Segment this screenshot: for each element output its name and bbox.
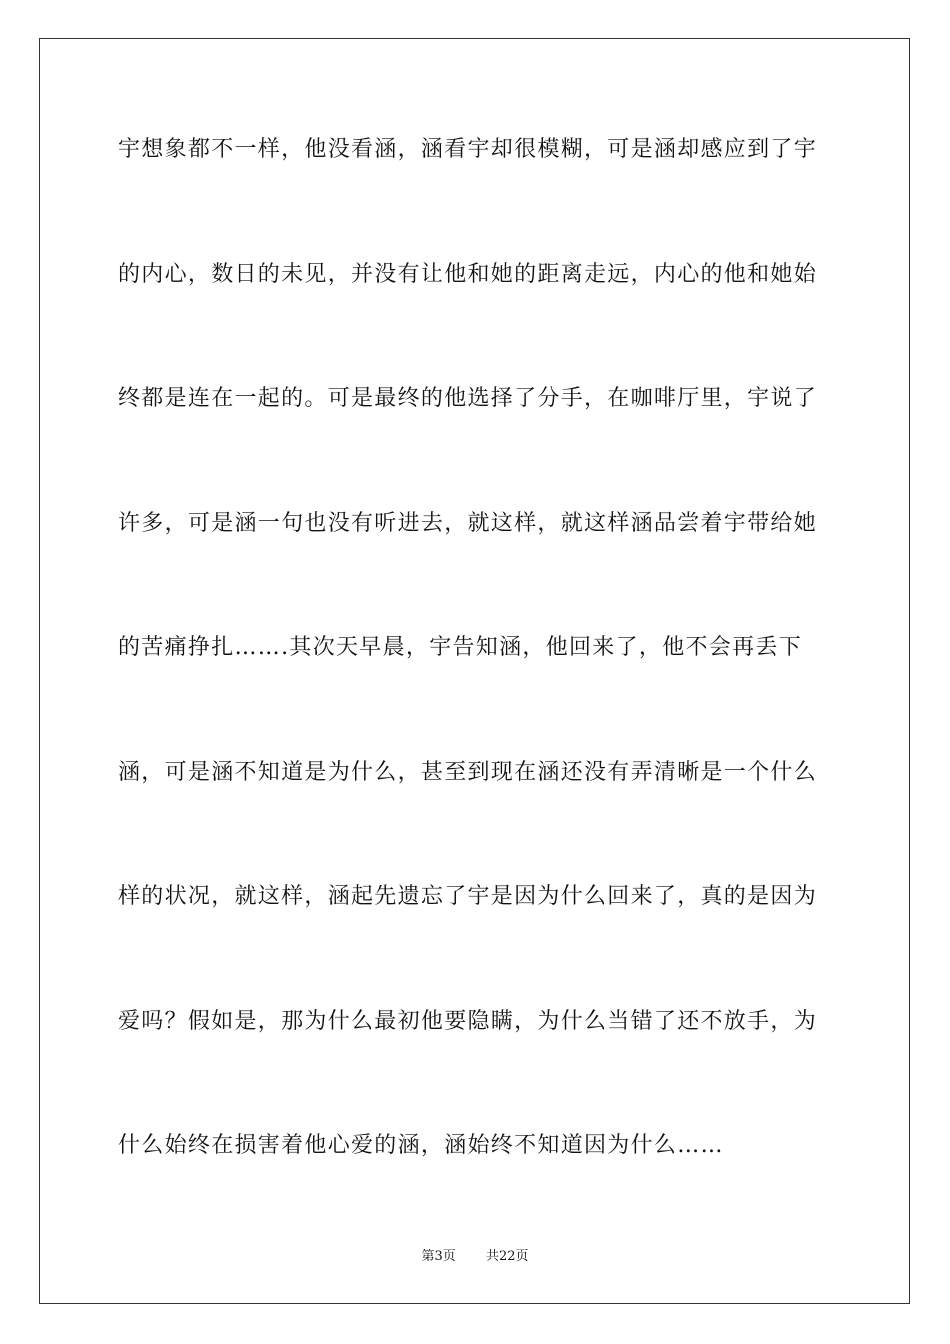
text-line-1: 宇想象都不一样，他没看涵，涵看宇却很模糊，可是涵却感应到了宇 bbox=[118, 137, 818, 162]
text-line-7: 样的状况，就这样，涵起先遗忘了宇是因为什么回来了，真的是因为 bbox=[118, 884, 818, 909]
page-number: 第3页 bbox=[421, 1249, 456, 1264]
page-footer bbox=[0, 1247, 950, 1267]
text-line-8: 爱吗？假如是，那为什么最初他要隐瞒，为什么当错了还不放手，为 bbox=[118, 1008, 818, 1034]
total-pages: 共22页 bbox=[486, 1249, 529, 1264]
text-line-5: 的苦痛挣扎…….其次天早晨，宇告知涵，他回来了，他不会再丢下 bbox=[118, 635, 802, 660]
text-line-9: 什么始终在损害着他心爱的涵，涵始终不知道因为什么…… bbox=[118, 1133, 724, 1158]
text-line-4: 许多，可是涵一句也没有听进去，就这样，就这样涵品尝着宇带给她 bbox=[118, 510, 818, 536]
text-line-6: 涵，可是涵不知道是为什么，甚至到现在涵还没有弄清晰是一个什么 bbox=[118, 759, 818, 785]
text-line-3: 终都是连在一起的。可是最终的他选择了分手，在咖啡厅里，宇说了 bbox=[118, 386, 818, 411]
text-line-2: 的内心，数日的未见，并没有让他和她的距离走远，内心的他和她始 bbox=[118, 261, 818, 287]
document-body bbox=[118, 128, 836, 1249]
